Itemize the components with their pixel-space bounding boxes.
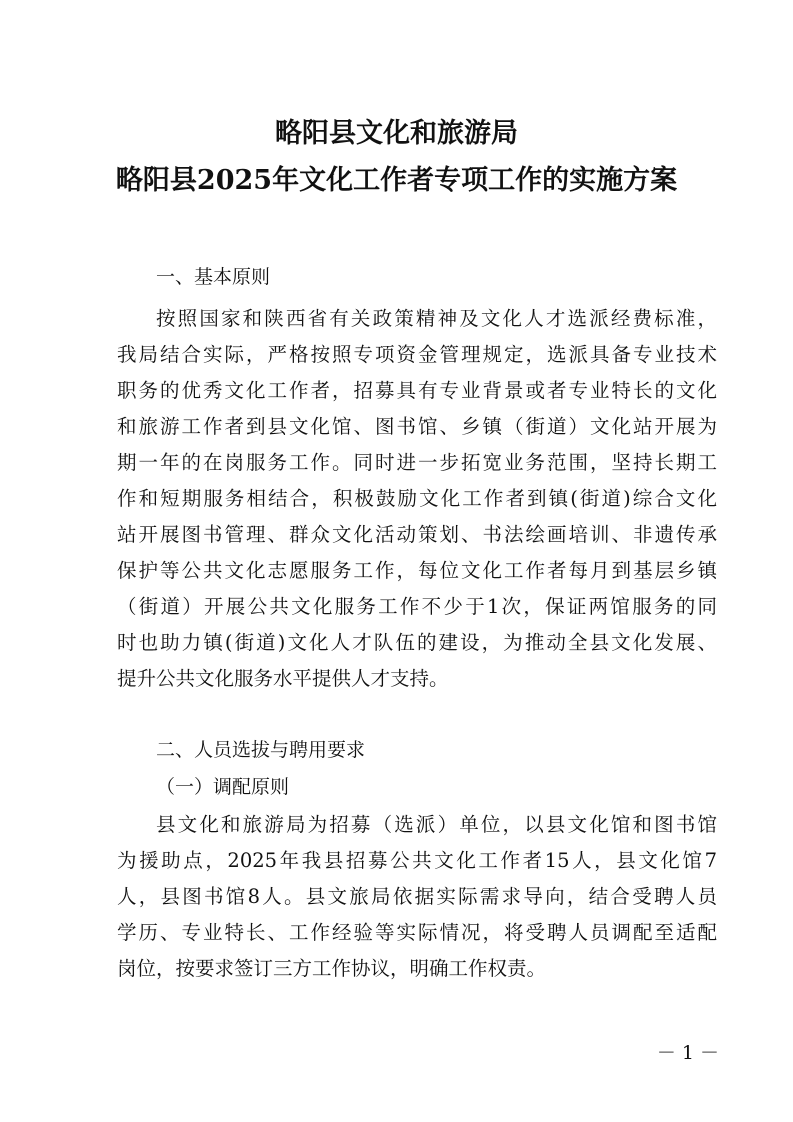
paragraph-line: （街道）开展公共文化服务工作不少于1次，保证两馆服务的同 [117,595,717,618]
paragraph-line: 人，县图书馆8人。县文旅局依据实际需求导向，结合受聘人员 [117,885,717,908]
paragraph-line: 保护等公共文化志愿服务工作，每位文化工作者每月到基层乡镇 [117,559,717,582]
paragraph-line: 按照国家和陕西省有关政策精神及文化人才选派经费标准， [156,307,717,330]
paragraph-line: 职务的优秀文化工作者，招募具有专业背景或者专业特长的文化 [117,379,717,402]
paragraph-line: 我局结合实际，严格按照专项资金管理规定，选派具备专业技术 [117,343,717,366]
document-title-line-2: 略阳县2025年文化工作者专项工作的实施方案 [115,165,678,196]
subsection-1-heading: （一）调配原则 [156,776,290,798]
paragraph-line: 岗位，按要求签订三方工作协议，明确工作权责。 [117,957,547,980]
paragraph-line: 和旅游工作者到县文化馆、图书馆、乡镇（街道）文化站开展为 [117,415,717,438]
document-title-line-1: 略阳县文化和旅游局 [275,118,518,149]
paragraph-line: 时也助力镇(街道)文化人才队伍的建设，为推动全县文化发展、 [117,631,717,654]
page-number: － 1 － [656,1042,719,1064]
paragraph-line: 为援助点，2025年我县招募公共文化工作者15人，县文化馆7 [117,849,717,872]
paragraph-line: 县文化和旅游局为招募（选派）单位，以县文化馆和图书馆 [156,813,717,836]
paragraph-line: 学历、专业特长、工作经验等实际情况，将受聘人员调配至适配 [117,921,717,944]
section-1-heading: 一、基本原则 [156,266,271,288]
paragraph-line: 期一年的在岗服务工作。同时进一步拓宽业务范围，坚持长期工 [117,451,717,474]
paragraph-line: 提升公共文化服务水平提供人才支持。 [117,667,449,690]
section-2-heading: 二、人员选拔与聘用要求 [156,739,366,761]
paragraph-line: 站开展图书管理、群众文化活动策划、书法绘画培训、非遗传承 [117,523,717,546]
paragraph-line: 作和短期服务相结合，积极鼓励文化工作者到镇(街道)综合文化 [117,487,717,510]
